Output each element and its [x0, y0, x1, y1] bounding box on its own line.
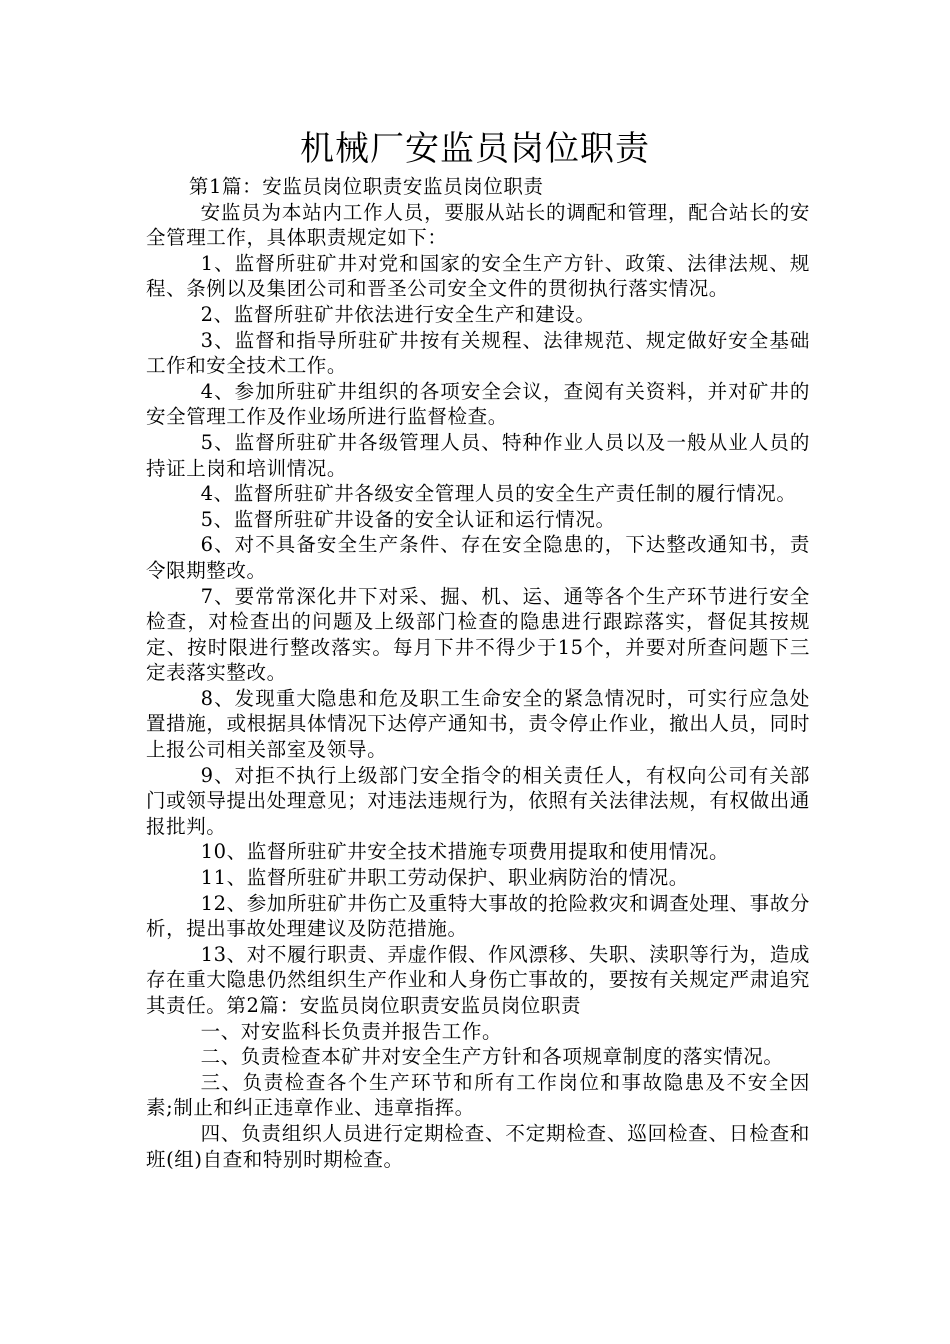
section-1-heading: 第1篇：安监员岗位职责安监员岗位职责 — [188, 175, 544, 198]
paragraph-item-4: 4、参加所驻矿井组织的各项安全会议，查阅有关资料，并对矿井的安全管理工作及作业场所进行监督检查。 — [146, 379, 810, 429]
paragraph-item-3: 3、监督和指导所驻矿井按有关规程、法律规范、规定做好安全基础工作和安全技术工作。 — [146, 328, 810, 378]
paragraph-item-2: 2、监督所驻矿井依法进行安全生产和建设。 — [200, 302, 596, 326]
paragraph-item-13: 13、对不履行职责、弄虚作假、作风漂移、失职、渎职等行为，造成存在重大隐患仍然组织生产作业和人身伤亡事故的，要按有关规定严肃追究其责任。第2篇：安监员岗位职责安监员岗位职责 — [146, 942, 810, 1017]
paragraph-item-7: 7、要常常深化井下对采、掘、机、运、通等各个生产环节进行安全检查，对检查出的问题及上级部门检查的隐患进行跟踪落实，督促其按规定、按时限进行整改落实。每月下井不得少于15个，并要对所查问题下三定表落实整改。 — [146, 584, 810, 685]
paragraph-item-6: 6、对不具备安全生产条件、存在安全隐患的，下达整改通知书，责令限期整改。 — [146, 533, 810, 582]
paragraph-item-12: 12、参加所驻矿井伤亡及重特大事故的抢险救灾和调查处理、事故分析，提出事故处理建议及防范措施。 — [146, 891, 810, 941]
paragraph-item-10: 10、监督所驻矿井安全技术措施专项费用提取和使用情况。 — [200, 840, 730, 864]
paragraph-duty-2: 二、负责检查本矿井对安全生产方针和各项规章制度的落实情况。 — [200, 1045, 784, 1069]
paragraph-intro: 安监员为本站内工作人员，要服从站长的调配和管理，配合站长的安全管理工作，具体职责规定如下： — [146, 200, 810, 250]
paragraph-item-1: 1、监督所驻矿井对党和国家的安全生产方针、政策、法律法规、规程、条例以及集团公司和晋圣公司安全文件的贯彻执行落实情况。 — [146, 251, 810, 301]
paragraph-item-9: 9、对拒不执行上级部门安全指令的相关责任人，有权向公司有关部门或领导提出处理意见；对违法违规行为，依照有关法律法规，有权做出通报批判。 — [146, 763, 810, 838]
paragraph-duty-1: 一、对安监科长负责并报告工作。 — [200, 1019, 503, 1043]
paragraph-item-8: 8、发现重大隐患和危及职工生命安全的紧急情况时，可实行应急处置措施，或根据具体情况下达停产通知书，责令停止作业，撤出人员，同时上报公司相关部室及领导。 — [146, 686, 810, 762]
paragraph-item-11: 11、监督所驻矿井职工劳动保护、职业病防治的情况。 — [200, 866, 689, 890]
paragraph-item-4b: 4、监督所驻矿井各级安全管理人员的安全生产责任制的履行情况。 — [200, 482, 797, 506]
paragraph-duty-3: 三、负责检查各个生产环节和所有工作岗位和事故隐患及不安全因素;制止和纠正违章作业、违章指挥。 — [146, 1070, 810, 1120]
document-body — [146, 174, 810, 1172]
paragraph-duty-4: 四、负责组织人员进行定期检查、不定期检查、巡回检查、日检查和班(组)自查和特别时期检查。 — [146, 1121, 810, 1171]
paragraph-item-5b: 5、监督所驻矿井设备的安全认证和运行情况。 — [200, 507, 616, 531]
paragraph-item-5: 5、监督所驻矿井各级管理人员、特种作业人员以及一般从业人员的持证上岗和培训情况。 — [146, 430, 810, 480]
document-title: 机械厂安监员岗位职责 — [300, 129, 650, 169]
